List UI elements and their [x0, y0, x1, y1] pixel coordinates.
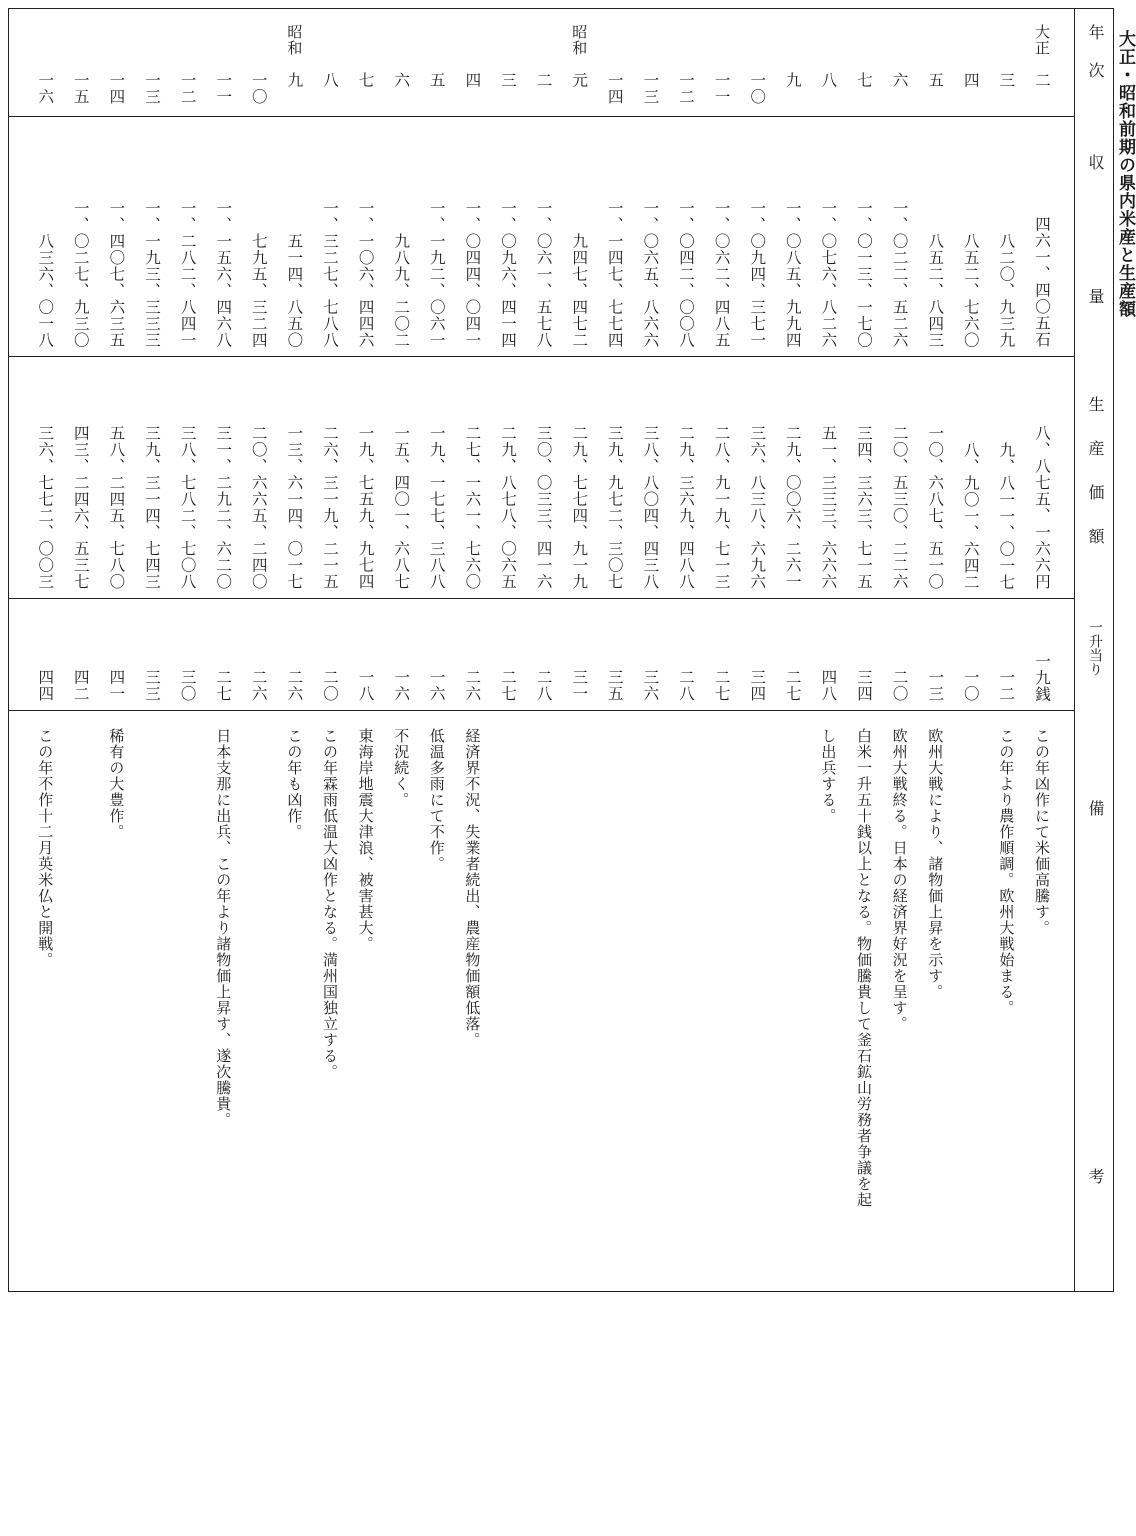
- quantity-cell: 一、〇四二、〇〇八: [677, 199, 695, 348]
- value-cell: 一九、七五九、九七四: [356, 425, 375, 590]
- year-cell: 八: [321, 72, 339, 89]
- value-cell: 五一、三三三、六六六: [819, 425, 838, 590]
- quantity-cell: 一、四〇七、六三五: [107, 199, 126, 348]
- era-label: 昭和: [285, 24, 304, 56]
- year-cell: 九: [285, 72, 304, 89]
- quantity-cell: 八五二、七六〇: [961, 232, 980, 348]
- remark-text: この年より農作順調。欧州大戦始まる。: [997, 728, 1016, 1016]
- quantity-cell: 一、〇六一、五七八: [534, 199, 553, 348]
- divider-per-sho: [8, 710, 1074, 711]
- year-cell: 一一: [712, 72, 731, 105]
- year-cell: 一〇: [748, 72, 767, 105]
- remark-text: し出兵する。: [819, 728, 838, 824]
- remark-text: この年不作十二月英米仏と開戦。: [36, 728, 55, 968]
- quantity-cell: 九八九、二〇二: [392, 232, 411, 348]
- value-cell: 三四、三六三、七一五: [855, 425, 873, 590]
- divider-value: [8, 598, 1074, 599]
- year-cell: 三: [997, 72, 1016, 89]
- value-cell: 八、九〇一、六四二: [961, 441, 980, 590]
- value-cell: 二八、九一九、七一三: [712, 425, 731, 590]
- quantity-cell: 一、〇四四、〇四一: [463, 199, 482, 348]
- year-cell: 一五: [71, 72, 90, 105]
- quantity-cell: 五一四、八五〇: [285, 232, 304, 348]
- year-cell: 二: [1033, 72, 1051, 89]
- quantity-cell: 八五二、八四三: [926, 232, 945, 348]
- quantity-cell: 一、〇八五、九九四: [783, 199, 802, 348]
- year-cell: 八: [819, 72, 838, 89]
- value-cell: 三九、三一四、七四三: [143, 425, 161, 590]
- per-sho-cell: 四八: [819, 669, 838, 702]
- remark-text: 不況続く。: [392, 728, 411, 808]
- per-sho-cell: 一二: [997, 669, 1016, 702]
- header-quantity: 収量: [1086, 154, 1105, 422]
- value-cell: 一九、一七七、三八八: [427, 425, 446, 590]
- quantity-cell: 一、〇六二、四八五: [712, 199, 731, 348]
- value-cell: 二六、三一九、二一五: [321, 425, 339, 590]
- year-cell: 一二: [677, 72, 695, 105]
- per-sho-cell: 一三: [926, 669, 945, 702]
- per-sho-cell: 一〇: [961, 669, 980, 702]
- quantity-cell: 一、一九三、三三三: [143, 199, 161, 348]
- divider-quantity: [8, 356, 1074, 357]
- per-sho-cell: 一九銭: [1033, 652, 1051, 702]
- quantity-cell: 一、〇一三、一七〇: [855, 199, 873, 348]
- year-cell: 一六: [36, 72, 55, 105]
- quantity-cell: 一、〇六五、八六六: [641, 199, 660, 348]
- per-sho-cell: 三四: [748, 669, 767, 702]
- header-per-sho: 一升当り: [1087, 620, 1103, 676]
- per-sho-cell: 三六: [641, 669, 660, 702]
- value-cell: 八、八七五、一六六円: [1033, 425, 1051, 590]
- value-cell: 三八、七八二、七〇八: [178, 425, 197, 590]
- per-sho-cell: 二〇: [890, 669, 909, 702]
- year-cell: 一二: [178, 72, 197, 105]
- year-cell: 七: [855, 72, 873, 89]
- page-title: 大正・昭和前期の県内米産と生産額: [1115, 30, 1135, 318]
- per-sho-cell: 三〇: [178, 669, 197, 702]
- remark-text: 低温多雨にて不作。: [427, 728, 446, 872]
- year-cell: 一一: [214, 72, 233, 105]
- year-cell: 三: [499, 72, 517, 89]
- per-sho-cell: 四二: [71, 669, 90, 702]
- value-cell: 五八、二四五、七八〇: [107, 425, 126, 590]
- year-cell: 二: [534, 72, 553, 89]
- year-cell: 元: [570, 72, 589, 89]
- value-cell: 二九、八七八、〇六五: [499, 425, 517, 590]
- per-sho-cell: 三三: [143, 669, 161, 702]
- per-sho-cell: 三五: [605, 669, 624, 702]
- remark-text: 欧州大戦終る。日本の経済界好況を呈す。: [890, 728, 909, 1032]
- value-cell: 二〇、五三〇、二二六: [890, 425, 909, 590]
- value-cell: 三九、九七二、三〇七: [605, 425, 624, 590]
- remark-text: 白米一升五十銭以上となる。物価騰貴して釜石鉱山労務者争議を起: [855, 728, 873, 1208]
- year-cell: 六: [392, 72, 411, 89]
- quantity-cell: 一、〇九四、三七一: [748, 199, 767, 348]
- year-cell: 七: [356, 72, 375, 89]
- value-cell: 二九、〇〇六、二六一: [783, 425, 802, 590]
- value-cell: 二七、一六一、七六〇: [463, 425, 482, 590]
- quantity-cell: 一、〇二二、五二六: [890, 199, 909, 348]
- quantity-cell: 一、一〇六、四四六: [356, 199, 375, 348]
- year-cell: 五: [926, 72, 945, 89]
- header-value: 生産価額: [1086, 396, 1105, 572]
- year-cell: 一四: [605, 72, 624, 105]
- quantity-cell: 一、一九二、〇六一: [427, 199, 446, 348]
- quantity-cell: 一、三二七、七八八: [321, 199, 339, 348]
- per-sho-cell: 二七: [499, 669, 517, 702]
- per-sho-cell: 四一: [107, 669, 126, 702]
- remark-text: 欧州大戦により、諸物価上昇を示す。: [926, 728, 945, 1000]
- year-cell: 四: [961, 72, 980, 89]
- remark-text: 稀有の大豊作。: [107, 728, 126, 840]
- remark-text: 東海岸地震大津浪、被害甚大。: [356, 728, 375, 952]
- year-cell: 九: [783, 72, 802, 89]
- value-cell: 三六、七七二、〇〇三: [36, 425, 55, 590]
- quantity-cell: 九四七、四七二: [570, 232, 589, 348]
- per-sho-cell: 二七: [712, 669, 731, 702]
- header-column-divider: [1074, 8, 1075, 1292]
- year-cell: 四: [463, 72, 482, 89]
- remark-text: 日本支那に出兵、この年より諸物価上昇す、遂次騰貴。: [214, 728, 233, 1128]
- quantity-cell: 八三六、〇一八: [36, 232, 55, 348]
- per-sho-cell: 二〇: [321, 669, 339, 702]
- per-sho-cell: 四四: [36, 669, 55, 702]
- per-sho-cell: 二七: [783, 669, 802, 702]
- quantity-cell: 七九五、三二四: [249, 232, 268, 348]
- divider-year: [8, 116, 1074, 117]
- per-sho-cell: 三四: [855, 669, 873, 702]
- per-sho-cell: 二六: [249, 669, 268, 702]
- value-cell: 一五、四〇一、六八七: [392, 425, 411, 590]
- quantity-cell: 一、一五六、四六八: [214, 199, 233, 348]
- value-cell: 一〇、六八七、五一〇: [926, 425, 945, 590]
- quantity-cell: 一、二八二、八四一: [178, 199, 197, 348]
- year-cell: 一三: [641, 72, 660, 105]
- value-cell: 三一、二九二、六二〇: [214, 425, 233, 590]
- quantity-cell: 一、一四七、七七四: [605, 199, 624, 348]
- quantity-cell: 一、〇七六、八二六: [819, 199, 838, 348]
- quantity-cell: 一、〇九六、四一四: [499, 199, 517, 348]
- per-sho-cell: 一六: [392, 669, 411, 702]
- per-sho-cell: 三一: [570, 669, 589, 702]
- quantity-cell: 一、〇二七、九三〇: [71, 199, 90, 348]
- header-remarks: 備考: [1086, 800, 1105, 1536]
- value-cell: 一三、六一四、〇一七: [285, 425, 304, 590]
- remark-text: この年も凶作。: [285, 728, 304, 840]
- remark-text: 経済界不況、失業者続出、農産物価額低落。: [463, 728, 482, 1048]
- quantity-cell: 八二〇、九三九: [997, 232, 1016, 348]
- quantity-cell: 四六一、四〇五石: [1033, 216, 1051, 348]
- year-cell: 一三: [143, 72, 161, 105]
- header-year: 年次: [1086, 24, 1105, 100]
- year-cell: 五: [427, 72, 446, 89]
- remark-text: この年凶作にて米価高騰す。: [1033, 728, 1051, 936]
- value-cell: 三六、八三八、六九六: [748, 425, 767, 590]
- era-label: 昭和: [570, 24, 589, 56]
- per-sho-cell: 二八: [534, 669, 553, 702]
- year-cell: 一〇: [249, 72, 268, 105]
- per-sho-cell: 二七: [214, 669, 233, 702]
- per-sho-cell: 二六: [285, 669, 304, 702]
- per-sho-cell: 一八: [356, 669, 375, 702]
- value-cell: 二〇、六六五、二四〇: [249, 425, 268, 590]
- value-cell: 九、八一一、〇一七: [997, 441, 1016, 590]
- value-cell: 三八、八〇四、四三八: [641, 425, 660, 590]
- value-cell: 二九、七七四、九一九: [570, 425, 589, 590]
- value-cell: 四三、二四六、五三七: [71, 425, 90, 590]
- per-sho-cell: 二六: [463, 669, 482, 702]
- value-cell: 二九、三六九、四八八: [677, 425, 695, 590]
- year-cell: 一四: [107, 72, 126, 105]
- era-label: 大正: [1033, 24, 1051, 56]
- remark-text: この年霖雨低温大凶作となる。満州国独立する。: [321, 728, 339, 1080]
- per-sho-cell: 二八: [677, 669, 695, 702]
- year-cell: 六: [890, 72, 909, 89]
- value-cell: 三〇、〇三三、四一六: [534, 425, 553, 590]
- per-sho-cell: 一六: [427, 669, 446, 702]
